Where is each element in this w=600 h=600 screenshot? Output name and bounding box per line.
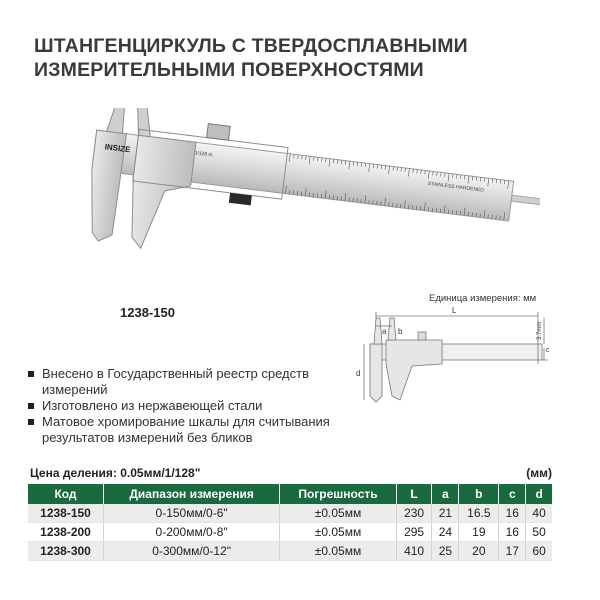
cell-c: 17 [499, 542, 526, 561]
cell-range: 0-150мм/0-6" [104, 504, 280, 523]
header-a: a [432, 484, 459, 504]
sliding-upper-jaw [132, 108, 155, 137]
cell-range: 0-300мм/0-12" [104, 542, 280, 561]
cell-d: 40 [526, 504, 552, 523]
units-label: (мм) [526, 466, 552, 480]
cell-L: 295 [396, 523, 432, 542]
model-label: 1238-150 [120, 305, 175, 320]
cell-c: 16 [499, 504, 526, 523]
cell-c: 16 [499, 523, 526, 542]
lock-screw [207, 124, 231, 141]
cell-code: 1238-200 [28, 523, 104, 542]
cell-b: 16.5 [459, 504, 499, 523]
header-b: b [459, 484, 499, 504]
cell-a: 25 [432, 542, 459, 561]
cell-code: 1238-150 [28, 504, 104, 523]
cell-code: 1238-300 [28, 542, 104, 561]
feature-item: Внесено в Государственный реестр средств измерений [28, 366, 358, 398]
division-label: Цена деления: 0.05мм/1/128" [30, 466, 201, 480]
header-code: Код [28, 484, 104, 504]
title-line-1: ШТАНГЕНЦИРКУЛЬ С ТВЕРДОСПЛАВНЫМИ [34, 35, 468, 57]
dimension-schematic [352, 304, 552, 404]
dim-c: c [546, 347, 550, 354]
schematic-sliding-jaw [386, 340, 442, 400]
cell-a: 21 [432, 504, 459, 523]
header-d: d [526, 484, 552, 504]
schematic-fixed-jaw [370, 344, 382, 402]
dim-37: 3.7mm [537, 321, 543, 340]
feature-item: Матовое хромирование шкалы для считывания результатов измерений без бликов [28, 414, 358, 446]
table-row [28, 542, 552, 561]
header-L: L [396, 484, 432, 504]
table-header-row [28, 484, 552, 504]
fixed-upper-jaw [107, 108, 128, 133]
header-range: Диапазон измерения [104, 484, 280, 504]
table-row [28, 504, 552, 523]
cell-range: 0-200мм/0-8" [104, 523, 280, 542]
schematic-upper-jaws [374, 318, 382, 344]
cell-accuracy: ±0.05мм [280, 542, 397, 561]
depth-rod [511, 195, 540, 205]
dim-d: d [356, 369, 361, 378]
page-title [34, 34, 574, 82]
cell-L: 410 [396, 542, 432, 561]
caliper-photo [70, 108, 540, 288]
header-accuracy: Погрешность [280, 484, 397, 504]
specs-table [28, 484, 552, 561]
cell-accuracy: ±0.05мм [280, 523, 397, 542]
dim-b: b [398, 327, 403, 336]
cell-a: 24 [432, 523, 459, 542]
cell-d: 50 [526, 523, 552, 542]
dim-a: a [382, 327, 387, 336]
units-note: Единица измерения: мм [429, 293, 537, 304]
cell-b: 20 [459, 542, 499, 561]
feature-list [28, 366, 361, 446]
header-c: c [499, 484, 526, 504]
brand-text: INSIZE [104, 142, 131, 155]
dim-L: L [452, 306, 457, 315]
vernier-text: 1/128 in. [194, 150, 215, 159]
cell-L: 230 [396, 504, 432, 523]
cell-d: 60 [526, 542, 552, 561]
cell-accuracy: ±0.05мм [280, 504, 397, 523]
schematic-screw [418, 332, 426, 340]
title-line-2: ИЗМЕРИТЕЛЬНЫМИ ПОВЕРХНОСТЯМИ [34, 59, 424, 81]
feature-item: Изготовлено из нержавеющей стали [28, 398, 358, 414]
scale-text: STAINLESS HARDENED [427, 180, 485, 194]
cell-b: 19 [459, 523, 499, 542]
table-row [28, 523, 552, 542]
